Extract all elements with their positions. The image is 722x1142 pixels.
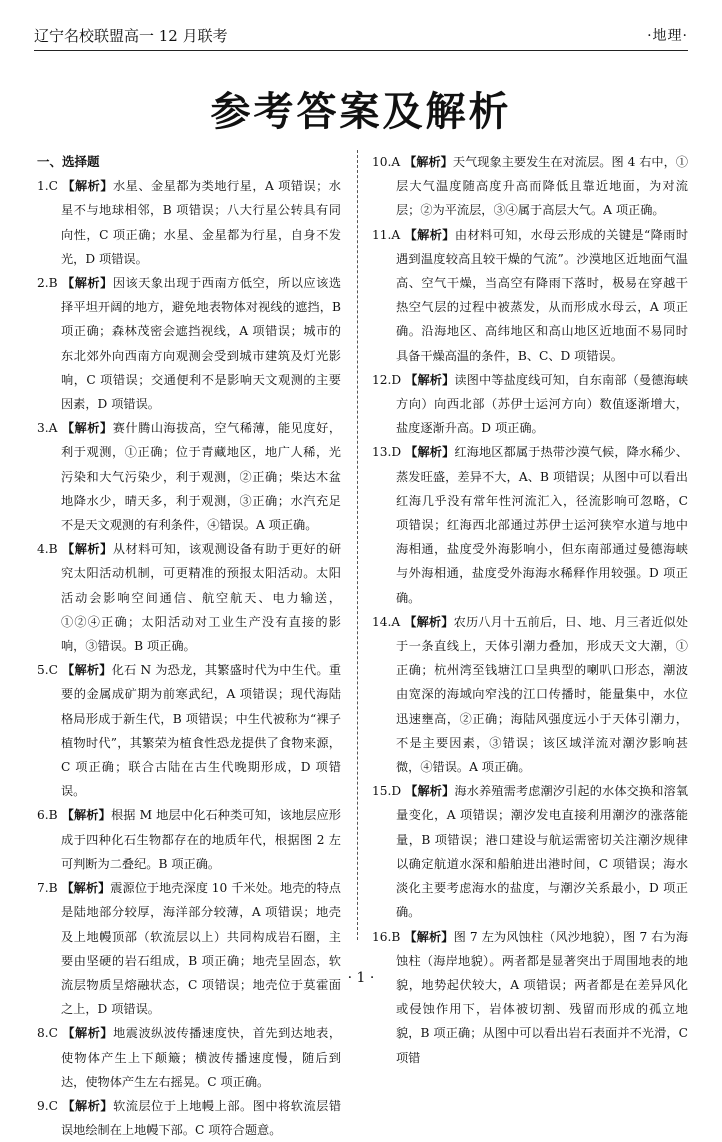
analysis-tag: 【解析】	[404, 929, 454, 944]
analysis-text: 天气现象主要发生在对流层。图 4 右中，①层大气温度随高度升高而降低且靠近地面，为对流层；②为平流层，③④属于高层大气。A 项正确。	[396, 155, 689, 218]
answer-number: 3.A	[37, 421, 62, 436]
analysis-tag: 【解析】	[61, 542, 113, 557]
answer-number: 13.D	[372, 445, 406, 460]
analysis-tag: 【解析】	[405, 784, 455, 799]
analysis-text: 地震波纵波传播速度快，首先到达地表，使物体产生上下颠簸；横波传播速度慢，随后到达，使物体产生左右摇晃。C 项正确。	[61, 1026, 342, 1089]
analysis-tag: 【解析】	[62, 1026, 114, 1041]
analysis-tag: 【解析】	[61, 421, 113, 436]
analysis-tag: 【解析】	[404, 614, 454, 629]
analysis-text: 赛什腾山海拔高，空气稀薄，能见度好，利于观测，①正确；位于青藏地区，地广人稀，光污染和大气污染少，利于观测，②正确；柴达木盆地降水少，晴天多，利于观测，③正确；水汽充足不是天文观测的有利条件，④错误。A 项正确。	[61, 421, 342, 533]
left-column	[37, 150, 341, 1142]
analysis-tag: 【解析】	[61, 881, 111, 896]
answer-number: 10.A	[372, 155, 405, 169]
answer-item	[372, 223, 688, 368]
answer-number: 2.B	[37, 276, 62, 291]
answer-number: 1.C	[37, 179, 63, 194]
analysis-text: 红海地区都属于热带沙漠气候，降水稀少、蒸发旺盛，差异不大，A、B 项错误；从图中可以看出红海几乎没有常年性河流汇入，径流影响可忽略，C 项错误；红海西北部通过苏伊士运河狭窄水道与地中海相通，盐度受外海影响小，但东南部通过曼德海峡与外海相通，盐度受外海海水稀释作用较强。D 项正确。	[396, 445, 689, 605]
answer-item	[372, 779, 688, 924]
answer-number: 15.D	[372, 784, 406, 799]
page-header	[34, 20, 688, 51]
analysis-tag: 【解析】	[404, 155, 453, 169]
answer-item	[372, 368, 688, 441]
answer-item	[37, 803, 341, 876]
analysis-text: 化石 N 为恐龙，其繁盛时代为中生代。重要的金属成矿期为前寒武纪，A 项错误；现代海陆格局形成于新生代，B 项错误；中生代被称为“裸子植物时代”，其繁荣为植食性恐龙提供了食物来源，C 项正确；联合古陆在古生代晚期形成，D 项错误。	[61, 663, 342, 799]
answer-number: 6.B	[37, 808, 62, 823]
header-exam-title: 辽宁名校联盟高一 12 月联考	[34, 26, 228, 45]
answer-number: 4.B	[37, 542, 62, 557]
analysis-tag: 【解析】	[405, 445, 455, 460]
analysis-text: 水星、金星都为类地行星，A 项错误；水星不与地球相邻，B 项错误；八大行星公转具有同向性，C 项正确；水星、金星都为行星，自身不发光，D 项错误。	[61, 179, 341, 266]
answer-item	[37, 1021, 341, 1094]
analysis-text: 从材料可知，该观测设备有助于更好的研究太阳活动机制，可更精准的预报太阳活动。太阳活动会影响空间通信、航空航天、电力输送，①②④正确；太阳活动对工业生产没有直接的影响，③错误。B 项正确。	[61, 542, 342, 654]
analysis-text: 根据 M 地层中化石种类可知，该地层应形成于四种化石生物都存在的地质年代，根据图 2 左可判断为二叠纪。B 项正确。	[61, 808, 341, 871]
answer-item	[37, 271, 341, 416]
analysis-text: 震源位于地壳深度 10 千米处。地壳的特点是陆地部分较厚，海洋部分较薄，A 项错误；地壳及上地幔顶部（软流层以上）共同构成岩石圈，主要由坚硬的岩石组成，B 项正确；地壳呈固态，软流层物质呈熔融状态，C 项错误；地壳位于莫霍面之上，D 项错误。	[61, 881, 341, 1017]
section-heading: 一、选择题	[37, 154, 100, 169]
analysis-tag: 【解析】	[61, 276, 113, 291]
analysis-tag: 【解析】	[62, 1098, 114, 1113]
answer-item	[37, 876, 341, 1021]
answer-item	[37, 416, 341, 537]
answer-list-right	[372, 150, 688, 1070]
analysis-tag: 【解析】	[405, 372, 455, 387]
answer-item	[372, 150, 688, 223]
column-divider	[357, 150, 358, 940]
analysis-tag: 【解析】	[62, 663, 112, 678]
page-title: 参考答案及解析	[210, 89, 512, 135]
answer-number: 5.C	[37, 663, 63, 678]
answer-item	[37, 174, 341, 271]
answer-number: 11.A	[372, 227, 405, 242]
answer-item	[372, 440, 688, 609]
analysis-tag: 【解析】	[62, 179, 113, 194]
answer-item	[372, 610, 688, 779]
analysis-text: 图 7 左为风蚀柱（风沙地貌），图 7 右为海蚀柱（海岸地貌）。两者都是显著突出于周围地表的地貌，地势起伏较大，A 项错误；两者都是在差异风化或侵蚀作用下，岩体被切割、残留而形成的孤立地貌，B 项正确；从图中可以看出岩石表面并不光滑，C 项错	[396, 929, 689, 1065]
answer-item	[37, 658, 341, 803]
answer-item	[37, 537, 341, 658]
answer-item	[37, 1094, 341, 1142]
analysis-tag: 【解析】	[404, 227, 455, 242]
answer-number: 14.A	[372, 614, 405, 629]
analysis-text: 农历八月十五前后，日、地、月三者近似处于一条直线上，天体引潮力叠加，形成天文大潮，①正确；杭州湾至钱塘江口呈典型的喇叭口形态，潮波由宽深的海域向窄浅的江口传播时，能量集中，水位迅速壅高，②正确；海陆风强度远小于天体引潮力，不是主要因素，③错误；该区域洋流对潮汐影响甚微，④错误。A 项正确。	[396, 614, 689, 775]
analysis-text: 读图中等盐度线可知，自东南部（曼德海峡方向）向西北部（苏伊士运河方向）数值逐渐增大，盐度逐渐升高。D 项正确。	[396, 372, 689, 436]
analysis-tag: 【解析】	[61, 808, 111, 823]
page-number: · 1 ·	[347, 970, 375, 986]
answer-number: 9.C	[37, 1098, 63, 1113]
analysis-text: 由材料可知，水母云形成的关键是“降雨时遇到温度较高且较干燥的气流”。沙漠地区近地面气温高、空气干燥，当高空有降雨下落时，极易在穿越干热空气层的过程中被蒸发，从而形成水母云，A 项正确。沿海地区、高纬地区和高山地区近地面不易同时具备干燥高温的条件，B、C、D 项错误。	[396, 227, 689, 363]
header-subject: ·地理·	[647, 28, 688, 44]
answer-number: 7.B	[37, 881, 62, 896]
answer-number: 8.C	[37, 1026, 63, 1041]
answer-item	[372, 925, 688, 1070]
analysis-text: 软流层位于上地幔上部。图中将软流层错误地绘制在上地幔下部。C 项符合题意。	[61, 1098, 342, 1138]
analysis-text: 海水养殖需考虑潮汐引起的水体交换和溶氧量变化，A 项错误；潮汐发电直接利用潮汐的涨落能量，B 项错误；港口建设与航运需密切关注潮汐规律以确定航道水深和船舶进出港时间，C 项错误；海水淡化主要考虑海水的盐度，与潮汐关系最小，D 项正确。	[396, 784, 689, 920]
analysis-text: 因该天象出现于西南方低空，所以应该选择平坦开阔的地方，避免地表物体对视线的遮挡，B 项正确；森林茂密会遮挡视线，A 项错误；城市的东北郊外向西南方向观测会受到城市建筑及灯光影响，C 项错误；交通便利不是影响天文观测的主要因素，D 项错误。	[61, 276, 342, 412]
answer-number: 12.D	[372, 372, 406, 387]
answer-list-left	[37, 174, 341, 1142]
right-column	[372, 150, 688, 1070]
answer-number: 16.B	[372, 929, 405, 944]
